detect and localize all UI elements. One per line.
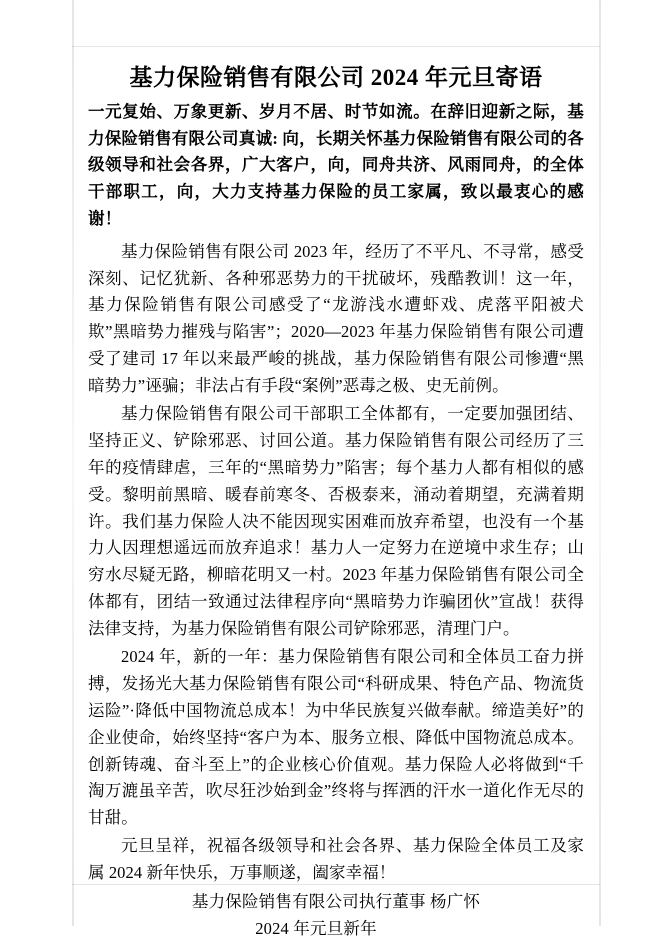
document-body [88, 62, 584, 942]
document-paragraph-4: 元旦呈祥，祝福各级领导和社会各界、基力保险全体员工及家属 2024 新年快乐，万事顺遂，阖家幸福！ [88, 836, 584, 883]
document-signature-date: 2024 年元旦新年 [255, 918, 377, 938]
document-signature: 基力保险销售有限公司执行董事 杨广怀 [191, 892, 481, 912]
document-paragraph-3: 2024 年，新的一年：基力保险销售有限公司和全体员工奋力拼搏，发扬光大基力保险销售有限公司“科研成果、特色产品、物流货运险”·降低中国物流总成本！为中华民族复兴做奉献。缔造美好”的企业使命，始终坚持“客户为本、服务立根、降低中国物流总成本。创新铸魂、奋斗至上”的企业核心价值观。基力保险人必将做到“千淘万漉虽辛苦，吹尽狂沙始到金”终将与挥洒的汗水一道化作无尽的甘甜。 [88, 647, 584, 828]
page-edge-top [72, 46, 600, 47]
document-lead-paragraph: 一元复始、万象更新、岁月不居、时节如流。在辞旧迎新之际，基力保险销售有限公司真诚: 向，长期关怀基力保险销售有限公司的各级领导和社会各界，广大客户，向，同舟共济、风雨同舟，的全体干部职工，向，大力支持基力保险的员工家属，致以最衷心的感谢！ [88, 102, 584, 228]
page-edge-right [599, 0, 601, 926]
page-edge-left [72, 0, 74, 926]
document-paragraph-2: 基力保险销售有限公司干部职工全体都有，一定要加强团结、坚持正义、铲除邪恶、讨回公道。基力保险销售有限公司经历了三年的疫情肆虐，三年的“黑暗势力”陷害；每个基力人都有相似的感受。黎明前黑暗、暖春前寒冬、否极泰来，涌动着期望，充满着期许。我们基力保险人决不能因现实困难而放弃希望，也没有一个基力人因理想遥远而放弃追求！基力人一定努力在逆境中求生存；山穷水尽疑无路，柳暗花明又一村。2023 年基力保险销售有限公司全体都有，团结一致通过法律程序向“黑暗势力诈骗团伙”宣战！获得法律支持，为基力保险销售有限公司铲除邪恶，清理门户。 [88, 403, 584, 639]
document-paragraph-1: 基力保险销售有限公司 2023 年，经历了不平凡、不寻常，感受深刻、记忆犹新、各种邪恶势力的干扰破坏，残酷教训！这一年，基力保险销售有限公司感受了“龙游浅水遭虾戏、虎落平阳被犬欺”黑暗势力摧残与陷害”；2020—2023 年基力保险销售有限公司遭受了建司 17 年以来最严峻的挑战，基力保险销售有限公司惨遭“黑暗势力”诬骗；非法占有手段“案例”恶毒之极、史无前例。 [88, 241, 584, 396]
document-title: 基力保险销售有限公司 2024 年元旦寄语 [129, 65, 543, 90]
